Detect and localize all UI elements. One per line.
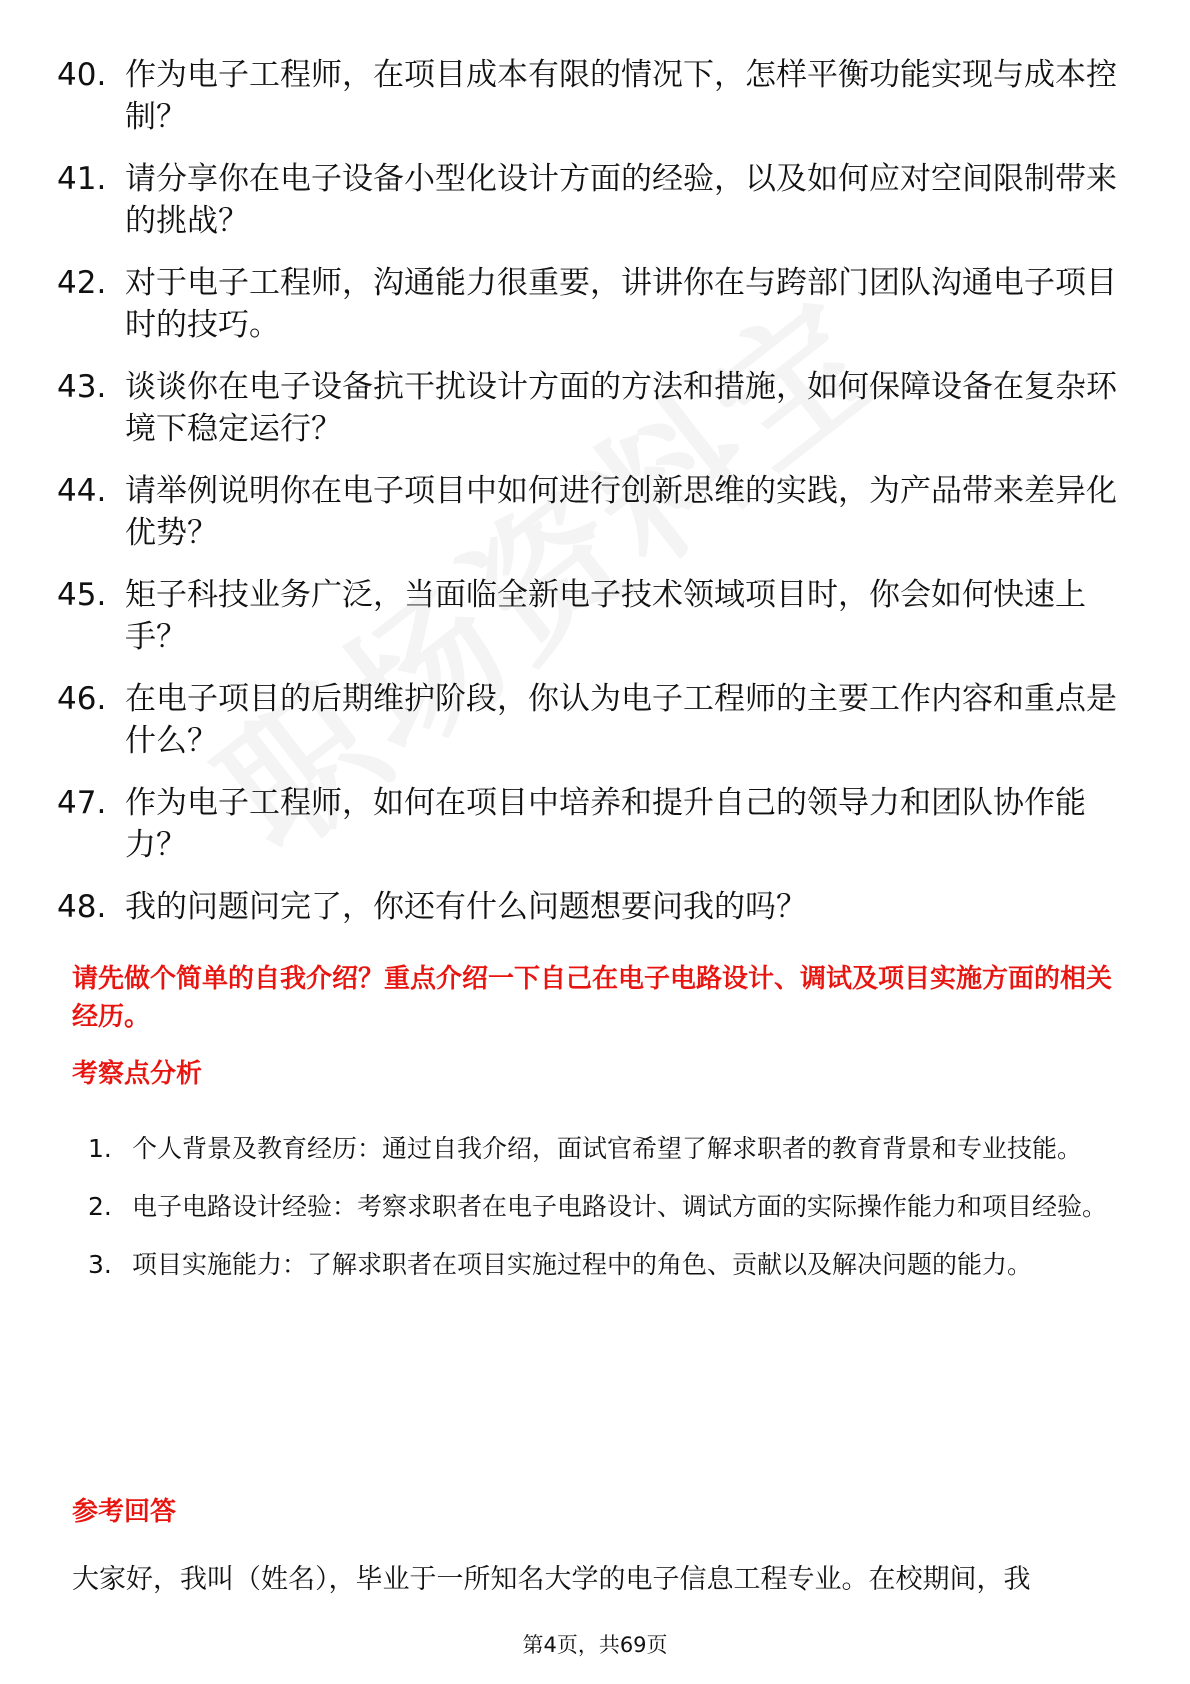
page-footer: 第4页，共69页 <box>522 1633 668 1657</box>
question-number: 41. <box>57 161 107 197</box>
answer-text: 大家好，我叫（姓名），毕业于一所知名大学的电子信息工程专业。在校期间，我 <box>72 1564 1031 1595</box>
analysis-item <box>80 1236 1120 1294</box>
question-item <box>57 886 1137 928</box>
question-item <box>57 158 1137 242</box>
question-item <box>57 366 1137 450</box>
analysis-item <box>80 1120 1120 1178</box>
question-text: 作为电子工程师，在项目成本有限的情况下，怎样平衡功能实现与成本控制？ <box>125 57 1117 135</box>
analysis-title: 考察点分析 <box>72 1059 203 1089</box>
question-text: 请举例说明你在电子项目中如何进行创新思维的实践，为产品带来差异化优势？ <box>125 473 1117 551</box>
question-number: 46. <box>57 681 107 717</box>
question-item <box>57 470 1137 554</box>
analysis-text: 个人背景及教育经历：通过自我介绍，面试官希望了解求职者的教育背景和专业技能。 <box>132 1134 1083 1163</box>
analysis-list <box>80 1120 1120 1294</box>
question-number: 40. <box>57 57 107 93</box>
question-headline: 请先做个简单的自我介绍？重点介绍一下自己在电子电路设计、调试及项目实施方面的相关经历。 <box>72 964 1113 1032</box>
question-number: 47. <box>57 785 107 821</box>
question-text: 请分享你在电子设备小型化设计方面的经验，以及如何应对空间限制带来的挑战？ <box>125 161 1117 239</box>
question-number: 43. <box>57 369 107 405</box>
question-item <box>57 574 1137 658</box>
question-item <box>57 782 1137 866</box>
analysis-item <box>80 1178 1120 1236</box>
question-number: 48. <box>57 889 107 925</box>
analysis-number: 2. <box>88 1192 112 1221</box>
answer-title: 参考回答 <box>72 1497 177 1527</box>
question-item <box>57 262 1137 346</box>
question-text: 在电子项目的后期维护阶段，你认为电子工程师的主要工作内容和重点是什么？ <box>125 681 1117 759</box>
analysis-number: 3. <box>88 1250 112 1279</box>
question-text: 作为电子工程师，如何在项目中培养和提升自己的领导力和团队协作能力？ <box>125 785 1086 863</box>
analysis-text: 项目实施能力：了解求职者在项目实施过程中的角色、贡献以及解决问题的能力。 <box>132 1250 1033 1279</box>
question-item <box>57 54 1137 138</box>
question-number: 42. <box>57 265 107 301</box>
question-text: 我的问题问完了，你还有什么问题想要问我的吗？ <box>125 889 807 925</box>
question-number: 45. <box>57 577 107 613</box>
analysis-text: 电子电路设计经验：考察求职者在电子电路设计、调试方面的实际操作能力和项目经验。 <box>132 1192 1108 1221</box>
analysis-number: 1. <box>88 1134 112 1163</box>
question-number: 44. <box>57 473 107 509</box>
question-text: 对于电子工程师，沟通能力很重要，讲讲你在与跨部门团队沟通电子项目时的技巧。 <box>125 265 1117 343</box>
question-text: 矩子科技业务广泛，当面临全新电子技术领域项目时，你会如何快速上手？ <box>125 577 1086 655</box>
question-list <box>57 54 1137 948</box>
question-item <box>57 678 1137 762</box>
question-text: 谈谈你在电子设备抗干扰设计方面的方法和措施，如何保障设备在复杂环境下稳定运行？ <box>125 369 1117 447</box>
